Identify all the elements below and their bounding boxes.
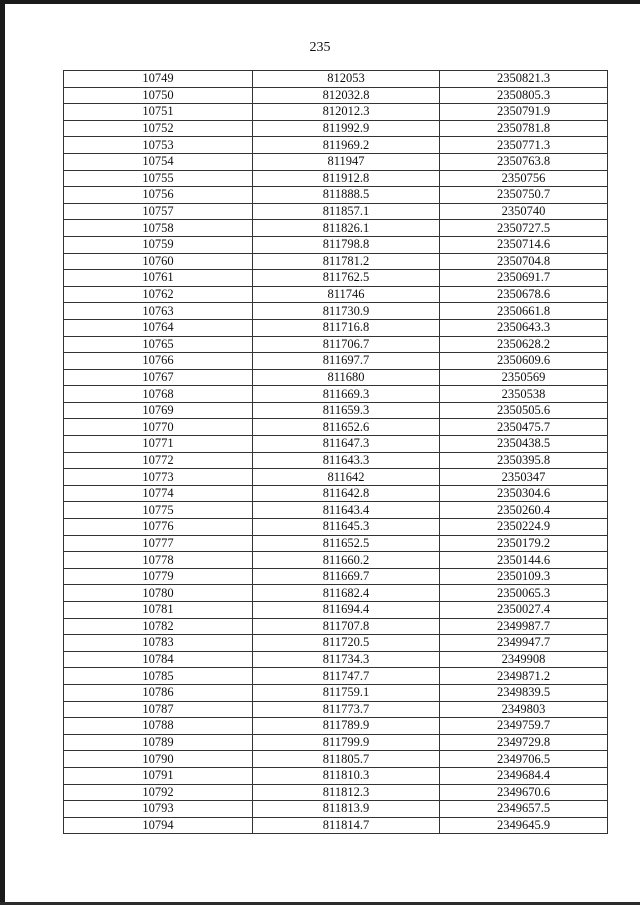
y-coordinate-cell: 2350109.3: [440, 568, 608, 585]
point-number-cell: 10784: [64, 651, 253, 668]
x-coordinate-cell: 811888.5: [253, 187, 440, 204]
y-coordinate-cell: 2350224.9: [440, 519, 608, 536]
point-number-cell: 10775: [64, 502, 253, 519]
table-row: [64, 220, 608, 237]
table-row: [64, 784, 608, 801]
table-row: [64, 568, 608, 585]
table-row: [64, 684, 608, 701]
y-coordinate-cell: 2350740: [440, 203, 608, 220]
x-coordinate-cell: 811669.3: [253, 386, 440, 403]
point-number-cell: 10770: [64, 419, 253, 436]
table-row: [64, 651, 608, 668]
y-coordinate-cell: 2350821.3: [440, 71, 608, 88]
table-row: [64, 718, 608, 735]
y-coordinate-cell: 2350704.8: [440, 253, 608, 270]
x-coordinate-cell: 811642.8: [253, 485, 440, 502]
point-number-cell: 10776: [64, 519, 253, 536]
point-number-cell: 10756: [64, 187, 253, 204]
point-number-cell: 10764: [64, 319, 253, 336]
y-coordinate-cell: 2349947.7: [440, 635, 608, 652]
y-coordinate-cell: 2349670.6: [440, 784, 608, 801]
x-coordinate-cell: 811682.4: [253, 585, 440, 602]
x-coordinate-cell: 811826.1: [253, 220, 440, 237]
y-coordinate-cell: 2350714.6: [440, 236, 608, 253]
table-row: [64, 353, 608, 370]
table-row: [64, 801, 608, 818]
point-number-cell: 10762: [64, 286, 253, 303]
point-number-cell: 10758: [64, 220, 253, 237]
point-number-cell: 10767: [64, 369, 253, 386]
y-coordinate-cell: 2350756: [440, 170, 608, 187]
point-number-cell: 10794: [64, 817, 253, 834]
x-coordinate-cell: 811813.9: [253, 801, 440, 818]
table-row: [64, 120, 608, 137]
point-number-cell: 10752: [64, 120, 253, 137]
y-coordinate-cell: 2350569: [440, 369, 608, 386]
table-row: [64, 436, 608, 453]
x-coordinate-cell: 811798.8: [253, 236, 440, 253]
table-row: [64, 452, 608, 469]
x-coordinate-cell: 811992.9: [253, 120, 440, 137]
y-coordinate-cell: 2350643.3: [440, 319, 608, 336]
x-coordinate-cell: 811659.3: [253, 402, 440, 419]
x-coordinate-cell: 811810.3: [253, 767, 440, 784]
table-row: [64, 585, 608, 602]
x-coordinate-cell: 811720.5: [253, 635, 440, 652]
y-coordinate-cell: 2350260.4: [440, 502, 608, 519]
point-number-cell: 10750: [64, 87, 253, 104]
table-row: [64, 187, 608, 204]
x-coordinate-cell: 811706.7: [253, 336, 440, 353]
x-coordinate-cell: 811652.5: [253, 535, 440, 552]
point-number-cell: 10787: [64, 701, 253, 718]
point-number-cell: 10786: [64, 684, 253, 701]
table-row: [64, 618, 608, 635]
y-coordinate-cell: 2350678.6: [440, 286, 608, 303]
y-coordinate-cell: 2350144.6: [440, 552, 608, 569]
y-coordinate-cell: 2349657.5: [440, 801, 608, 818]
point-number-cell: 10759: [64, 236, 253, 253]
table-row: [64, 535, 608, 552]
table-body: [64, 71, 608, 834]
point-number-cell: 10753: [64, 137, 253, 154]
coordinates-table: [63, 70, 608, 834]
x-coordinate-cell: 811730.9: [253, 303, 440, 320]
point-number-cell: 10749: [64, 71, 253, 88]
table-row: [64, 286, 608, 303]
x-coordinate-cell: 812012.3: [253, 104, 440, 121]
point-number-cell: 10751: [64, 104, 253, 121]
x-coordinate-cell: 812032.8: [253, 87, 440, 104]
point-number-cell: 10790: [64, 751, 253, 768]
y-coordinate-cell: 2350691.7: [440, 270, 608, 287]
x-coordinate-cell: 811773.7: [253, 701, 440, 718]
y-coordinate-cell: 2349908: [440, 651, 608, 668]
y-coordinate-cell: 2349987.7: [440, 618, 608, 635]
y-coordinate-cell: 2349839.5: [440, 684, 608, 701]
y-coordinate-cell: 2350065.3: [440, 585, 608, 602]
x-coordinate-cell: 811746: [253, 286, 440, 303]
table-row: [64, 319, 608, 336]
table-row: [64, 701, 608, 718]
table-row: [64, 253, 608, 270]
x-coordinate-cell: 811716.8: [253, 319, 440, 336]
point-number-cell: 10771: [64, 436, 253, 453]
table-row: [64, 104, 608, 121]
x-coordinate-cell: 811789.9: [253, 718, 440, 735]
table-row: [64, 817, 608, 834]
y-coordinate-cell: 2350750.7: [440, 187, 608, 204]
table-row: [64, 552, 608, 569]
x-coordinate-cell: 811669.7: [253, 568, 440, 585]
x-coordinate-cell: 811947: [253, 153, 440, 170]
y-coordinate-cell: 2350395.8: [440, 452, 608, 469]
point-number-cell: 10768: [64, 386, 253, 403]
point-number-cell: 10757: [64, 203, 253, 220]
point-number-cell: 10778: [64, 552, 253, 569]
x-coordinate-cell: 811762.5: [253, 270, 440, 287]
x-coordinate-cell: 811812.3: [253, 784, 440, 801]
y-coordinate-cell: 2350027.4: [440, 602, 608, 619]
y-coordinate-cell: 2349684.4: [440, 767, 608, 784]
point-number-cell: 10781: [64, 602, 253, 619]
table-row: [64, 635, 608, 652]
x-coordinate-cell: 811652.6: [253, 419, 440, 436]
scan-border-left: [0, 0, 5, 905]
point-number-cell: 10785: [64, 668, 253, 685]
table-row: [64, 71, 608, 88]
point-number-cell: 10791: [64, 767, 253, 784]
x-coordinate-cell: 811734.3: [253, 651, 440, 668]
x-coordinate-cell: 811747.7: [253, 668, 440, 685]
table-row: [64, 336, 608, 353]
table-row: [64, 602, 608, 619]
y-coordinate-cell: 2350661.8: [440, 303, 608, 320]
point-number-cell: 10792: [64, 784, 253, 801]
table-row: [64, 402, 608, 419]
scan-border-top: [0, 0, 640, 4]
x-coordinate-cell: 811814.7: [253, 817, 440, 834]
point-number-cell: 10788: [64, 718, 253, 735]
x-coordinate-cell: 811707.8: [253, 618, 440, 635]
point-number-cell: 10780: [64, 585, 253, 602]
table-row: [64, 137, 608, 154]
point-number-cell: 10782: [64, 618, 253, 635]
x-coordinate-cell: 811694.4: [253, 602, 440, 619]
x-coordinate-cell: 811643.4: [253, 502, 440, 519]
y-coordinate-cell: 2350727.5: [440, 220, 608, 237]
x-coordinate-cell: 811759.1: [253, 684, 440, 701]
point-number-cell: 10783: [64, 635, 253, 652]
y-coordinate-cell: 2349803: [440, 701, 608, 718]
point-number-cell: 10769: [64, 402, 253, 419]
x-coordinate-cell: 811805.7: [253, 751, 440, 768]
y-coordinate-cell: 2350538: [440, 386, 608, 403]
x-coordinate-cell: 811912.8: [253, 170, 440, 187]
x-coordinate-cell: 811799.9: [253, 734, 440, 751]
y-coordinate-cell: 2350505.6: [440, 402, 608, 419]
y-coordinate-cell: 2349706.5: [440, 751, 608, 768]
x-coordinate-cell: 811643.3: [253, 452, 440, 469]
table-row: [64, 369, 608, 386]
point-number-cell: 10763: [64, 303, 253, 320]
point-number-cell: 10789: [64, 734, 253, 751]
x-coordinate-cell: 811697.7: [253, 353, 440, 370]
x-coordinate-cell: 811647.3: [253, 436, 440, 453]
y-coordinate-cell: 2349871.2: [440, 668, 608, 685]
x-coordinate-cell: 811680: [253, 369, 440, 386]
y-coordinate-cell: 2350628.2: [440, 336, 608, 353]
y-coordinate-cell: 2350609.6: [440, 353, 608, 370]
y-coordinate-cell: 2350763.8: [440, 153, 608, 170]
x-coordinate-cell: 812053: [253, 71, 440, 88]
page-number: 235: [309, 40, 331, 55]
table-row: [64, 386, 608, 403]
y-coordinate-cell: 2350475.7: [440, 419, 608, 436]
table-row: [64, 485, 608, 502]
table-row: [64, 751, 608, 768]
table-row: [64, 236, 608, 253]
table-row: [64, 502, 608, 519]
table-row: [64, 170, 608, 187]
table-row: [64, 469, 608, 486]
point-number-cell: 10761: [64, 270, 253, 287]
y-coordinate-cell: 2350179.2: [440, 535, 608, 552]
point-number-cell: 10773: [64, 469, 253, 486]
x-coordinate-cell: 811660.2: [253, 552, 440, 569]
x-coordinate-cell: 811781.2: [253, 253, 440, 270]
table-row: [64, 668, 608, 685]
point-number-cell: 10774: [64, 485, 253, 502]
point-number-cell: 10793: [64, 801, 253, 818]
table-row: [64, 767, 608, 784]
x-coordinate-cell: 811642: [253, 469, 440, 486]
y-coordinate-cell: 2350347: [440, 469, 608, 486]
y-coordinate-cell: 2349759.7: [440, 718, 608, 735]
point-number-cell: 10760: [64, 253, 253, 270]
table-row: [64, 419, 608, 436]
table-row: [64, 519, 608, 536]
x-coordinate-cell: 811645.3: [253, 519, 440, 536]
y-coordinate-cell: 2350791.9: [440, 104, 608, 121]
table-row: [64, 203, 608, 220]
point-number-cell: 10779: [64, 568, 253, 585]
table-row: [64, 270, 608, 287]
table-row: [64, 303, 608, 320]
table-row: [64, 153, 608, 170]
point-number-cell: 10765: [64, 336, 253, 353]
y-coordinate-cell: 2350781.8: [440, 120, 608, 137]
table-row: [64, 734, 608, 751]
x-coordinate-cell: 811969.2: [253, 137, 440, 154]
y-coordinate-cell: 2350805.3: [440, 87, 608, 104]
table-row: [64, 87, 608, 104]
point-number-cell: 10754: [64, 153, 253, 170]
point-number-cell: 10772: [64, 452, 253, 469]
y-coordinate-cell: 2350771.3: [440, 137, 608, 154]
y-coordinate-cell: 2349645.9: [440, 817, 608, 834]
point-number-cell: 10777: [64, 535, 253, 552]
point-number-cell: 10755: [64, 170, 253, 187]
y-coordinate-cell: 2349729.8: [440, 734, 608, 751]
y-coordinate-cell: 2350304.6: [440, 485, 608, 502]
x-coordinate-cell: 811857.1: [253, 203, 440, 220]
point-number-cell: 10766: [64, 353, 253, 370]
y-coordinate-cell: 2350438.5: [440, 436, 608, 453]
